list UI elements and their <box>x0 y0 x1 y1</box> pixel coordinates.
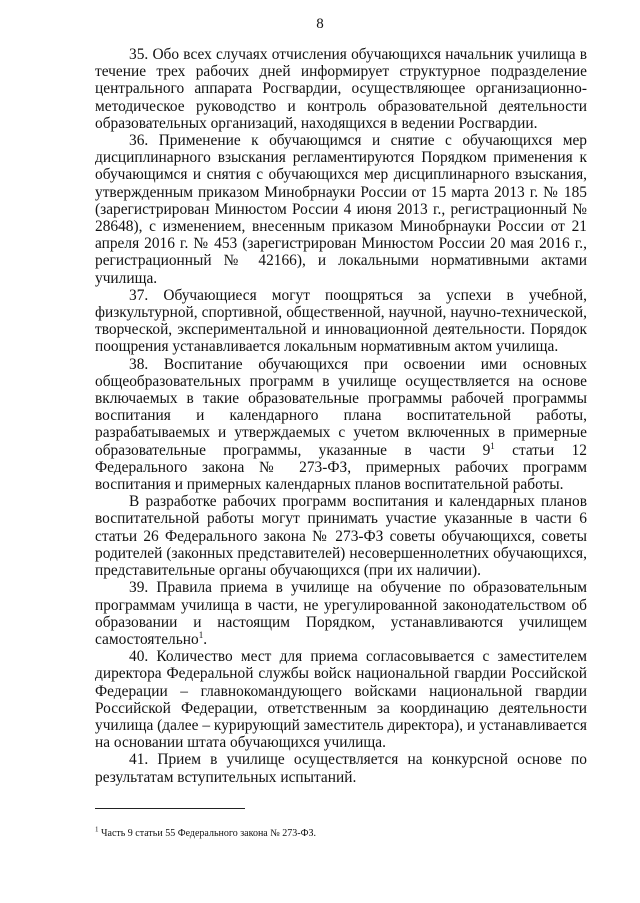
footnote <box>95 825 587 840</box>
paragraph-37: 37. Обучающиеся могут поощряться за успехи в учебной, физкультурной, спортивной, общественной, научной, научно-технической, творческой, экспериментальной и инновационной деятельности. Порядок поощрения устанавливается локальным нормативным актом училища. <box>95 286 587 356</box>
page-number: 8 <box>316 16 324 32</box>
paragraph-40: 40. Количество мест для приема согласовывается с заместителем директора Федеральной службы войск национальной гвардии Российской Федерации – главнокомандующего войсками национальной гвардии Российской Федерации, ответственным за координацию деятельности училища (далее – курирующий заместитель директора), и устанавливается на основании штата обучающихся училища. <box>95 648 587 752</box>
paragraph-38 <box>95 356 587 494</box>
paragraph-39 <box>95 579 587 648</box>
paragraph-38-text-cont: статьи 12 Федерального закона № 273-ФЗ, примерных рабочих программ воспитания и примерных календарных планов воспитательной работы. <box>95 441 587 494</box>
footnote-divider <box>95 808 245 809</box>
footnote-ref-superscript: 1 <box>490 440 495 451</box>
footnote-number: 1 <box>95 825 99 834</box>
paragraph-39-end: . <box>203 630 208 648</box>
paragraph-38-text: 38. Воспитание обучающихся при освоении ими основных общеобразовательных программ в училище осуществляется на основе включаемых в такие образовательные программы рабочей программы воспитания и календарного плана воспитательной работы, разрабатываемых и утверждаемых с учетом включенных в примерные образовательные программы, указанные в части 9 <box>95 355 587 459</box>
footnote-text: Часть 9 статьи 55 Федерального закона № 273-ФЗ. <box>98 828 317 839</box>
document-body <box>95 46 587 786</box>
paragraph-36: 36. Применение к обучающимся и снятие с обучающихся мер дисциплинарного взыскания регламентируются Порядком применения к обучающимся и снятия с обучающихся мер дисциплинарного взыскания, утвержденным приказом Минобрнауки России от 15 марта 2013 г. № 185 (зарегистрирован Минюстом России 4 июня 2013 г., регистрационный № 28648), с изменением, внесенным приказом Минобрнауки России от 21 апреля 2016 г. № 453 (зарегистрирован Минюстом России 20 мая 2016 г., регистрационный № 42166), и локальными нормативными актами училища. <box>95 132 587 287</box>
paragraph-39-text: 39. Правила приема в училище на обучение по образовательным программам училища в части, не урегулированной законодательством об образовании и настоящим Порядком, устанавливаются училищем самостоятельно <box>95 579 587 648</box>
paragraph-41: 41. Прием в училище осуществляется на конкурсной основе по результатам вступительных испытаний. <box>95 751 587 786</box>
paragraph-35: 35. Обо всех случаях отчисления обучающихся начальник училища в течение трех рабочих дней информирует структурное подразделение центрального аппарата Росгвардии, осуществляющее организационно-методическое руководство и контроль образовательной деятельности образовательных организаций, находящихся в ведении Росгвардии. <box>95 46 587 132</box>
footnote-marker: 1 <box>198 629 204 640</box>
paragraph-38-continued: В разработке рабочих программ воспитания и календарных планов воспитательной работы могут принимать участие указанные в части 6 статьи 26 Федерального закона № 273-ФЗ советы обучающихся, советы родителей (законных представителей) несовершеннолетних обучающихся, представительные органы обучающихся (при их наличии). <box>95 493 587 580</box>
